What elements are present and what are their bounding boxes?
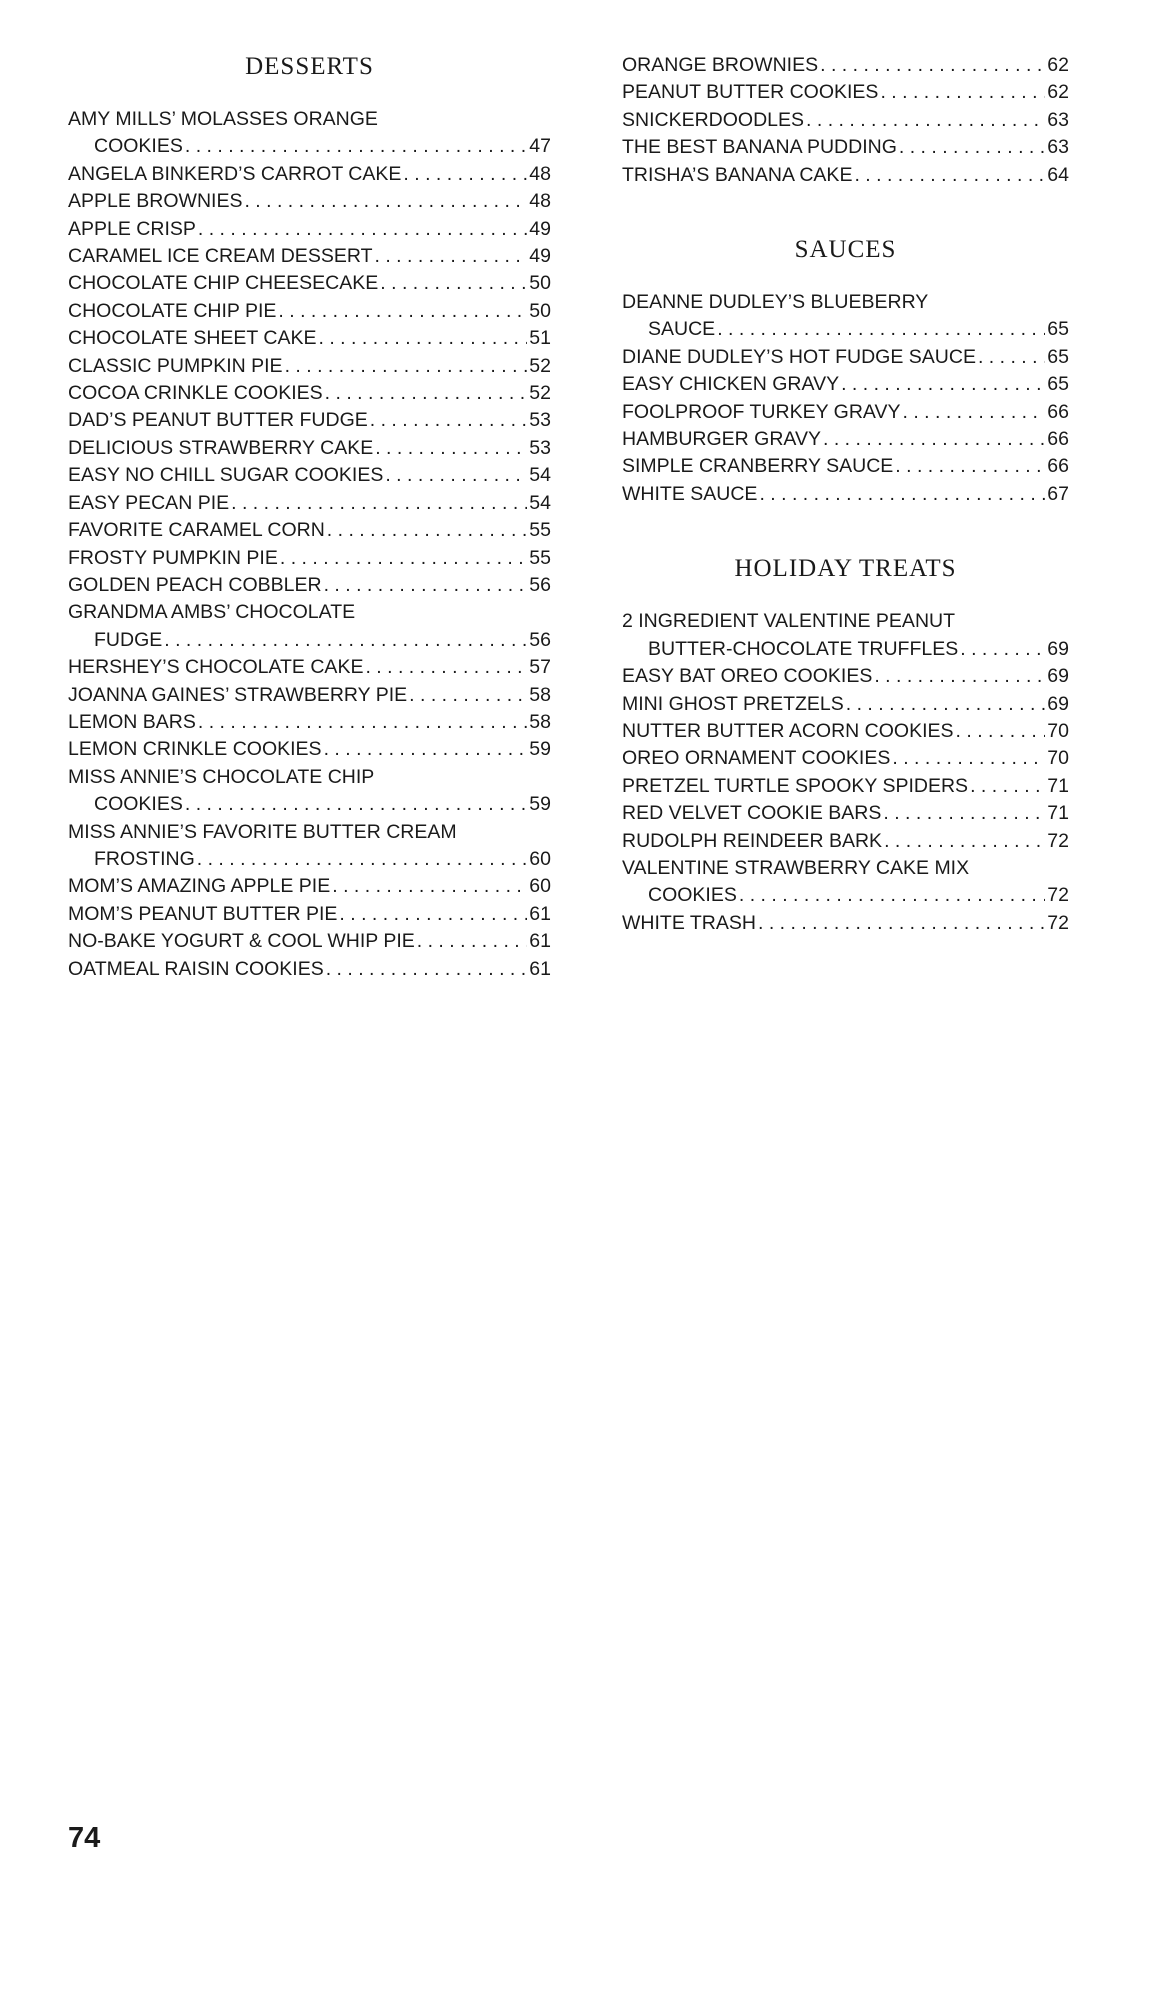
index-entry-name: DAD’S PEANUT BUTTER FUDGE [68, 409, 368, 432]
index-entry [68, 353, 551, 380]
dot-leader [332, 873, 527, 900]
dot-leader [759, 481, 1045, 508]
index-entry [622, 855, 1069, 910]
index-entry-name: SIMPLE CRANBERRY SAUCE [622, 455, 894, 478]
index-entry-row [68, 188, 551, 215]
index-entry [622, 453, 1069, 480]
index-entry-row [622, 800, 1069, 827]
index-entry-page: 62 [1047, 54, 1069, 76]
index-entry [68, 819, 551, 874]
index-entry-name: NO-BAKE YOGURT & COOL WHIP PIE [68, 930, 415, 953]
index-entry-name: OREO ORNAMENT COOKIES [622, 747, 891, 770]
dot-leader [319, 325, 528, 352]
index-entry-page: 54 [529, 464, 551, 487]
dot-leader [339, 901, 527, 928]
index-entry-page: 54 [529, 491, 551, 514]
index-entry-page: 51 [529, 327, 551, 350]
index-entry-row [622, 344, 1069, 371]
dot-leader [409, 682, 527, 709]
index-entry [68, 682, 551, 709]
dot-leader [960, 636, 1045, 663]
index-entry-row [68, 380, 551, 407]
index-entry-name: NUTTER BUTTER ACORN COOKIES [622, 719, 954, 742]
index-entry-name: GOLDEN PEACH COBBLER [68, 573, 322, 596]
index-entry-page: 59 [529, 793, 551, 816]
index-entry-page: 72 [1047, 884, 1069, 907]
index-entry-page: 63 [1047, 108, 1069, 131]
index-entry [622, 107, 1069, 134]
index-entry-name: EASY CHICKEN GRAVY [622, 373, 840, 396]
index-entry [68, 545, 551, 572]
index-entry-page: 70 [1047, 719, 1069, 742]
index-entry-page: 69 [1047, 692, 1069, 715]
dot-leader [717, 316, 1045, 343]
dot-leader [806, 107, 1045, 134]
index-entry [68, 599, 551, 654]
index-entry [622, 371, 1069, 398]
index-entry-name: FROSTING [94, 847, 195, 870]
dot-leader [895, 453, 1045, 480]
index-entry-name: THE BEST BANANA PUDDING [622, 136, 897, 159]
index-entry-row [622, 134, 1069, 161]
index-entry [68, 654, 551, 681]
dot-leader [403, 161, 527, 188]
index-entry-page: 48 [529, 162, 551, 185]
index-entry-name: TRISHA’S BANANA CAKE [622, 163, 853, 186]
index-entry-page: 60 [529, 875, 551, 898]
index-entry-name: FAVORITE CARAMEL CORN [68, 519, 325, 542]
index-entry [622, 910, 1069, 937]
holiday-treats-index-list [622, 608, 1069, 937]
index-entry-name: APPLE BROWNIES [68, 190, 243, 213]
index-entry-page: 48 [529, 190, 551, 213]
index-entry [68, 407, 551, 434]
index-entry [622, 745, 1069, 772]
dot-leader [375, 435, 527, 462]
index-entry-row [68, 846, 551, 873]
dot-leader [324, 572, 528, 599]
dot-leader [902, 399, 1045, 426]
index-entry-row [622, 773, 1069, 800]
index-entry [68, 490, 551, 517]
index-entry [68, 736, 551, 763]
index-entry-name: MOM’S AMAZING APPLE PIE [68, 875, 331, 898]
index-entry-row [68, 161, 551, 188]
index-entry [68, 380, 551, 407]
dot-leader [231, 490, 527, 517]
dot-leader [370, 407, 528, 434]
dot-leader [978, 344, 1045, 371]
dot-leader [739, 882, 1045, 909]
index-entry-page: 57 [529, 656, 551, 679]
index-entry [622, 481, 1069, 508]
dot-leader [874, 663, 1045, 690]
index-entry-row [622, 663, 1069, 690]
index-entry [622, 691, 1069, 718]
index-entry-name: PRETZEL TURTLE SPOOKY SPIDERS [622, 774, 969, 797]
dot-leader [841, 371, 1045, 398]
dot-leader [185, 133, 527, 160]
section-title-desserts: DESSERTS [245, 53, 374, 80]
index-entry [622, 52, 1069, 79]
index-entry [68, 216, 551, 243]
index-entry-name: PEANUT BUTTER COOKIES [622, 81, 879, 104]
dot-leader [970, 773, 1045, 800]
index-entry-name: CHOCOLATE CHIP CHEESECAKE [68, 272, 379, 295]
index-entry [68, 298, 551, 325]
index-entry-row [68, 298, 551, 325]
index-entry [68, 901, 551, 928]
index-entry-page: 61 [529, 902, 551, 925]
dot-leader [884, 828, 1045, 855]
index-entry [622, 399, 1069, 426]
dot-leader [280, 545, 527, 572]
index-entry-row [68, 353, 551, 380]
index-entry [68, 764, 551, 819]
index-entry-row [622, 316, 1069, 343]
dot-leader [883, 800, 1045, 827]
index-entry [68, 161, 551, 188]
index-entry-row [68, 462, 551, 489]
index-entry-title-line: DEANNE DUDLEY’S BLUEBERRY [622, 291, 929, 314]
index-entry-row [622, 828, 1069, 855]
dot-leader [380, 270, 527, 297]
index-entry-page: 69 [1047, 665, 1069, 688]
index-entry-row [622, 718, 1069, 745]
dot-leader [185, 791, 527, 818]
index-entry-row [68, 956, 551, 983]
index-entry-page: 67 [1047, 482, 1069, 505]
index-entry-row [622, 399, 1069, 426]
index-entry-page: 65 [1047, 318, 1069, 341]
index-entry-row [622, 691, 1069, 718]
dot-leader [880, 79, 1045, 106]
dot-leader [325, 380, 528, 407]
sauces-index-list [622, 289, 1069, 508]
right-column [622, 52, 1069, 937]
index-entry-page: 64 [1047, 163, 1069, 186]
dot-leader [197, 846, 528, 873]
index-entry-name: FOOLPROOF TURKEY GRAVY [622, 400, 901, 423]
index-entry-row [68, 517, 551, 544]
index-entry [68, 928, 551, 955]
index-entry-page: 71 [1047, 802, 1069, 825]
index-entry-name: EASY NO CHILL SUGAR COOKIES [68, 464, 384, 487]
index-entry [68, 325, 551, 352]
index-entry-name: JOANNA GAINES’ STRAWBERRY PIE [68, 683, 408, 706]
index-entry [68, 572, 551, 599]
index-entry [68, 106, 551, 161]
index-entry-row [68, 709, 551, 736]
index-entry [68, 462, 551, 489]
index-entry-name: COOKIES [648, 884, 737, 907]
index-entry-name: WHITE SAUCE [622, 482, 758, 505]
index-entry-name: RUDOLPH REINDEER BARK [622, 829, 883, 852]
index-entry-title-line: MISS ANNIE’S FAVORITE BUTTER CREAM [68, 820, 457, 843]
index-entry-page: 47 [529, 135, 551, 158]
index-entry-row [622, 162, 1069, 189]
dot-leader [278, 298, 527, 325]
index-entry [68, 435, 551, 462]
index-entry-row [622, 745, 1069, 772]
section-title-holiday-treats: HOLIDAY TREATS [734, 555, 957, 583]
index-entry-page: 66 [1047, 400, 1069, 423]
dot-leader [365, 654, 527, 681]
section-title-sauces: SAUCES [794, 236, 897, 264]
index-entry-row [622, 79, 1069, 106]
index-entry [68, 243, 551, 270]
index-entry-row [622, 481, 1069, 508]
dot-leader [385, 462, 527, 489]
index-entry-page: 49 [529, 245, 551, 268]
index-entry-title-line: 2 INGREDIENT VALENTINE PEANUT [622, 610, 956, 633]
dot-leader [244, 188, 527, 215]
index-entry-name: CHOCOLATE CHIP PIE [68, 299, 277, 322]
dot-leader [285, 353, 528, 380]
index-entry-name: SNICKERDOODLES [622, 108, 805, 131]
index-entry-name: HERSHEY’S CHOCOLATE CAKE [68, 656, 364, 679]
index-entry [622, 828, 1069, 855]
index-entry-name: FUDGE [94, 628, 163, 651]
index-entry-page: 58 [529, 683, 551, 706]
index-entry-page: 62 [1047, 81, 1069, 104]
dot-leader [198, 216, 527, 243]
index-entry-title-line: MISS ANNIE’S CHOCOLATE CHIP [68, 765, 375, 788]
index-entry-name: COOKIES [94, 793, 183, 816]
index-entry [622, 289, 1069, 344]
index-entry-row [68, 490, 551, 517]
index-entry [622, 800, 1069, 827]
index-entry [622, 134, 1069, 161]
index-entry-name: BUTTER-CHOCOLATE TRUFFLES [648, 637, 959, 660]
dot-leader [758, 910, 1045, 937]
index-entry-name: CARAMEL ICE CREAM DESSERT [68, 245, 373, 268]
index-entry [622, 663, 1069, 690]
index-entry-name: RED VELVET COOKIE BARS [622, 802, 882, 825]
dot-leader [326, 956, 528, 983]
dot-leader [899, 134, 1045, 161]
dot-leader [374, 243, 527, 270]
index-entry-name: OATMEAL RAISIN COOKIES [68, 957, 324, 980]
dot-leader [324, 736, 528, 763]
index-entry-page: 50 [529, 272, 551, 295]
index-entry-name: FROSTY PUMPKIN PIE [68, 546, 278, 569]
index-entry-name: COCOA CRINKLE COOKIES [68, 382, 323, 405]
index-entry-row [68, 901, 551, 928]
index-entry-page: 70 [1047, 747, 1069, 770]
index-entry-page: 59 [529, 738, 551, 761]
index-entry-name: MINI GHOST PRETZELS [622, 692, 844, 715]
dot-leader [956, 718, 1046, 745]
index-entry-name: APPLE CRISP [68, 217, 196, 240]
index-entry-page: 61 [529, 957, 551, 980]
index-entry-row [68, 736, 551, 763]
index-entry-row [68, 325, 551, 352]
index-entry [68, 873, 551, 900]
index-entry-page: 55 [529, 546, 551, 569]
index-entry-row [68, 216, 551, 243]
index-entry-page: 66 [1047, 455, 1069, 478]
dot-leader [854, 162, 1045, 189]
desserts-index-list [68, 106, 551, 983]
index-entry [622, 344, 1069, 371]
index-entry-row [622, 107, 1069, 134]
index-entry-page: 55 [529, 519, 551, 542]
index-entry-row [622, 371, 1069, 398]
index-entry [622, 162, 1069, 189]
index-entry-row [68, 627, 551, 654]
index-entry-page: 53 [529, 409, 551, 432]
index-entry-row [622, 636, 1069, 663]
index-entry-row [68, 270, 551, 297]
index-entry-page: 60 [529, 847, 551, 870]
index-entry-row [68, 435, 551, 462]
index-entry-page: 56 [529, 573, 551, 596]
index-entry-row [622, 910, 1069, 937]
index-entry-row [68, 545, 551, 572]
index-entry-name: HAMBURGER GRAVY [622, 428, 821, 451]
dot-leader [198, 709, 527, 736]
index-entry [622, 608, 1069, 663]
index-entry [622, 79, 1069, 106]
left-column [68, 52, 551, 983]
index-entry [622, 718, 1069, 745]
dot-leader [820, 52, 1045, 79]
index-entry-name: ANGELA BINKERD’S CARROT CAKE [68, 162, 402, 185]
index-entry [68, 709, 551, 736]
index-entry-page: 50 [529, 299, 551, 322]
index-entry-row [68, 791, 551, 818]
index-entry-row [68, 133, 551, 160]
index-entry-page: 72 [1047, 911, 1069, 934]
desserts-continued-index-list [622, 52, 1069, 189]
dot-leader [417, 928, 528, 955]
index-entry-page: 63 [1047, 136, 1069, 159]
index-entry-page: 61 [529, 930, 551, 953]
index-entry-row [68, 654, 551, 681]
index-entry-row [68, 682, 551, 709]
index-entry-row [622, 426, 1069, 453]
index-entry-title-line: AMY MILLS’ MOLASSES ORANGE [68, 108, 378, 130]
index-entry-row [622, 52, 1069, 79]
index-entry [68, 270, 551, 297]
index-entry-name: DIANE DUDLEY’S HOT FUDGE SAUCE [622, 345, 976, 368]
index-entry [622, 773, 1069, 800]
index-entry-name: EASY BAT OREO COOKIES [622, 665, 873, 688]
index-entry-page: 58 [529, 710, 551, 733]
index-entry-name: CHOCOLATE SHEET CAKE [68, 327, 317, 350]
page-number: 74 [68, 1822, 101, 1854]
index-entry-row [68, 928, 551, 955]
index-entry-row [68, 407, 551, 434]
index-entry-page: 65 [1047, 373, 1069, 396]
index-entry-name: EASY PECAN PIE [68, 491, 230, 514]
index-entry-page: 56 [529, 628, 551, 651]
index-entry-name: ORANGE BROWNIES [622, 54, 819, 76]
index-entry-page: 66 [1047, 428, 1069, 451]
index-entry-page: 72 [1047, 829, 1069, 852]
index-entry-row [68, 243, 551, 270]
index-entry-page: 52 [529, 382, 551, 405]
index-entry-page: 69 [1047, 637, 1069, 660]
index-entry-row [68, 572, 551, 599]
index-entry-page: 65 [1047, 345, 1069, 368]
index-entry-page: 53 [529, 436, 551, 459]
dot-leader [327, 517, 528, 544]
dot-leader [164, 627, 527, 654]
index-entry-name: WHITE TRASH [622, 911, 756, 934]
index-entry-row [68, 873, 551, 900]
index-entry-title-line: GRANDMA AMBS’ CHOCOLATE [68, 601, 356, 624]
dot-leader [823, 426, 1045, 453]
index-entry-name: LEMON BARS [68, 710, 196, 733]
index-entry [622, 426, 1069, 453]
index-entry-name: LEMON CRINKLE COOKIES [68, 738, 322, 761]
dot-leader [892, 745, 1045, 772]
index-entry-name: COOKIES [94, 135, 183, 158]
index-entry-page: 71 [1047, 774, 1069, 797]
index-entry-name: MOM’S PEANUT BUTTER PIE [68, 902, 338, 925]
index-entry [68, 956, 551, 983]
index-entry-title-line: VALENTINE STRAWBERRY CAKE MIX [622, 856, 970, 879]
index-entry [68, 188, 551, 215]
index-entry-row [622, 882, 1069, 909]
index-entry-name: SAUCE [648, 318, 716, 341]
index-entry-name: CLASSIC PUMPKIN PIE [68, 354, 283, 377]
dot-leader [846, 691, 1046, 718]
index-entry [68, 517, 551, 544]
index-entry-page: 49 [529, 217, 551, 240]
index-entry-row [622, 453, 1069, 480]
index-entry-name: DELICIOUS STRAWBERRY CAKE [68, 436, 374, 459]
index-entry-page: 52 [529, 354, 551, 377]
